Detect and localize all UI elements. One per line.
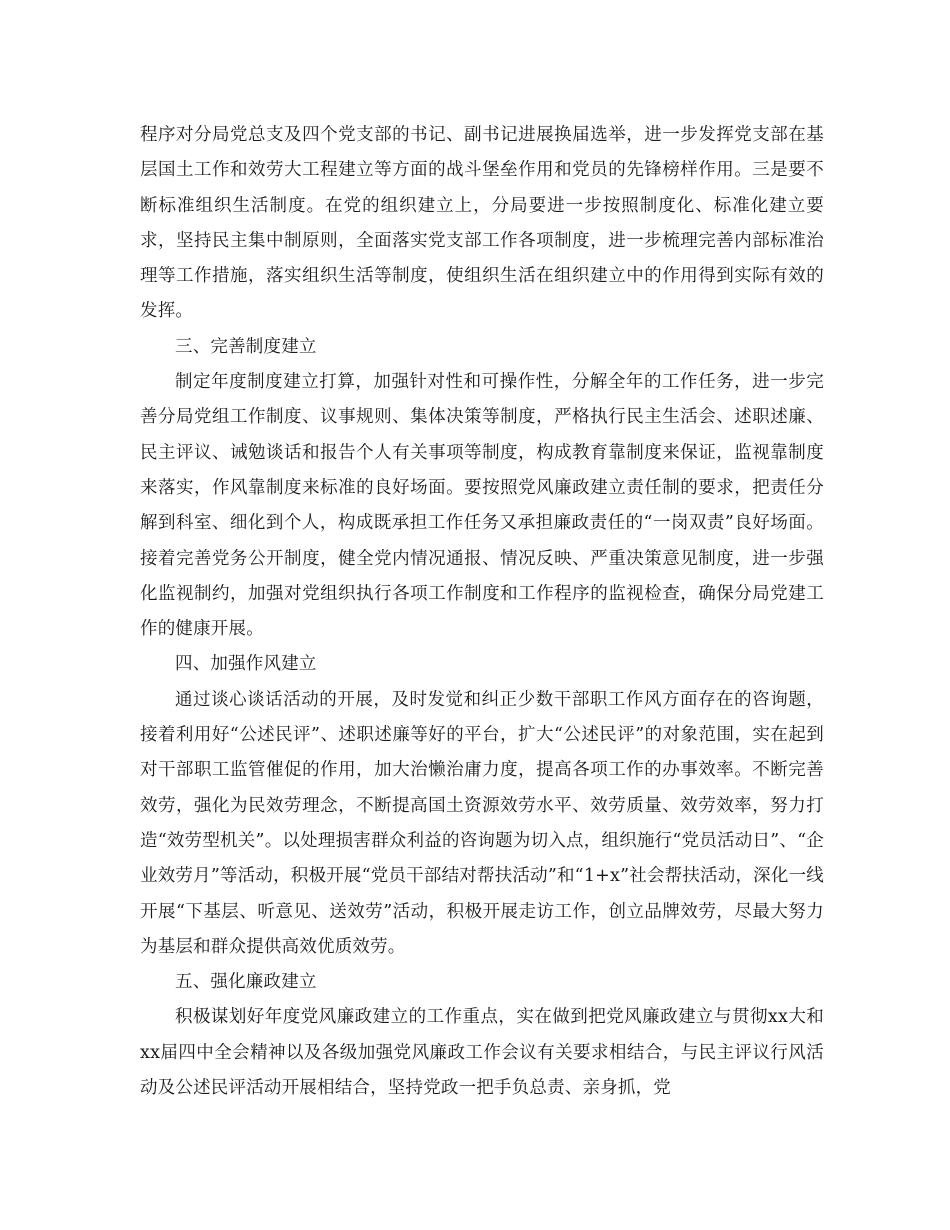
document-page: [140, 118, 824, 1106]
paragraph-work-style: 通过谈心谈话活动的开展，及时发觉和纠正少数干部职工作风方面存在的咨询题，接着利用好“公述民评”、述职述廉等好的平台，扩大“公述民评”的对象范围，实在起到对干部职工监管催促的作用，加大治懒治庸力度，提高各项工作的办事效率。不断完善效劳，强化为民效劳理念，不断提高国土资源效劳水平、效劳质量、效劳效率，努力打造“效劳型机关”。以处理损害群众利益的咨询题为切入点，组织施行“党员活动日”、“企业效劳月”等活动，积极开展“党员干部结对帮扶活动”和“1+x”社会帮扶活动，深化一线开展“下基层、听意见、送效劳”活动，积极开展走访工作，创立品牌效劳，尽最大努力为基层和群众提供高效优质效劳。: [140, 689, 824, 957]
section-heading-clean-government: 五、强化廉政建立: [175, 972, 317, 993]
section-heading-system-building: 三、完善制度建立: [175, 336, 317, 357]
section-heading-work-style: 四、加强作风建立: [175, 654, 317, 675]
paragraph-organization-continuation: 程序对分局党总支及四个党支部的书记、副书记进展换届选举，进一步发挥党支部在基层国土工作和效劳大工程建立等方面的战斗堡垒作用和党员的先锋榜样作用。三是要不断标准组织生活制度。在党的组织建立上，分局要进一步按照制度化、标准化建立要求，坚持民主集中制原则，全面落实党支部工作各项制度，进一步梳理完善内部标准治理等工作措施，落实组织生活等制度，使组织生活在组织建立中的作用得到实际有效的发挥。: [140, 125, 824, 322]
paragraph-system-building: 制定年度制度建立打算，加强针对性和可操作性，分解全年的工作任务，进一步完善分局党组工作制度、议事规则、集体决策等制度，严格执行民主生活会、述职述廉、民主评议、诫勉谈话和报告个人有关事项等制度，构成教育靠制度来保证，监视靠制度来落实，作风靠制度来标准的良好场面。要按照党风廉政建立责任制的要求，把责任分解到科室、细化到个人，构成既承担工作任务又承担廉政责任的“一岗双责”良好场面。接着完善党务公开制度，健全党内情况通报、情况反映、严重决策意见制度，进一步强化监视制约，加强对党组织执行各项工作制度和工作程序的监视检查，确保分局党建工作的健康开展。: [140, 372, 824, 640]
paragraph-clean-government: 积极谋划好年度党风廉政建立的工作重点，实在做到把党风廉政建立与贯彻xx大和xx届四中全会精神以及各级加强党风廉政工作会议有关要求相结合，与民主评议行风活动及公述民评活动开展相结合，坚持党政一把手负总责、亲身抓，党: [140, 1007, 824, 1099]
